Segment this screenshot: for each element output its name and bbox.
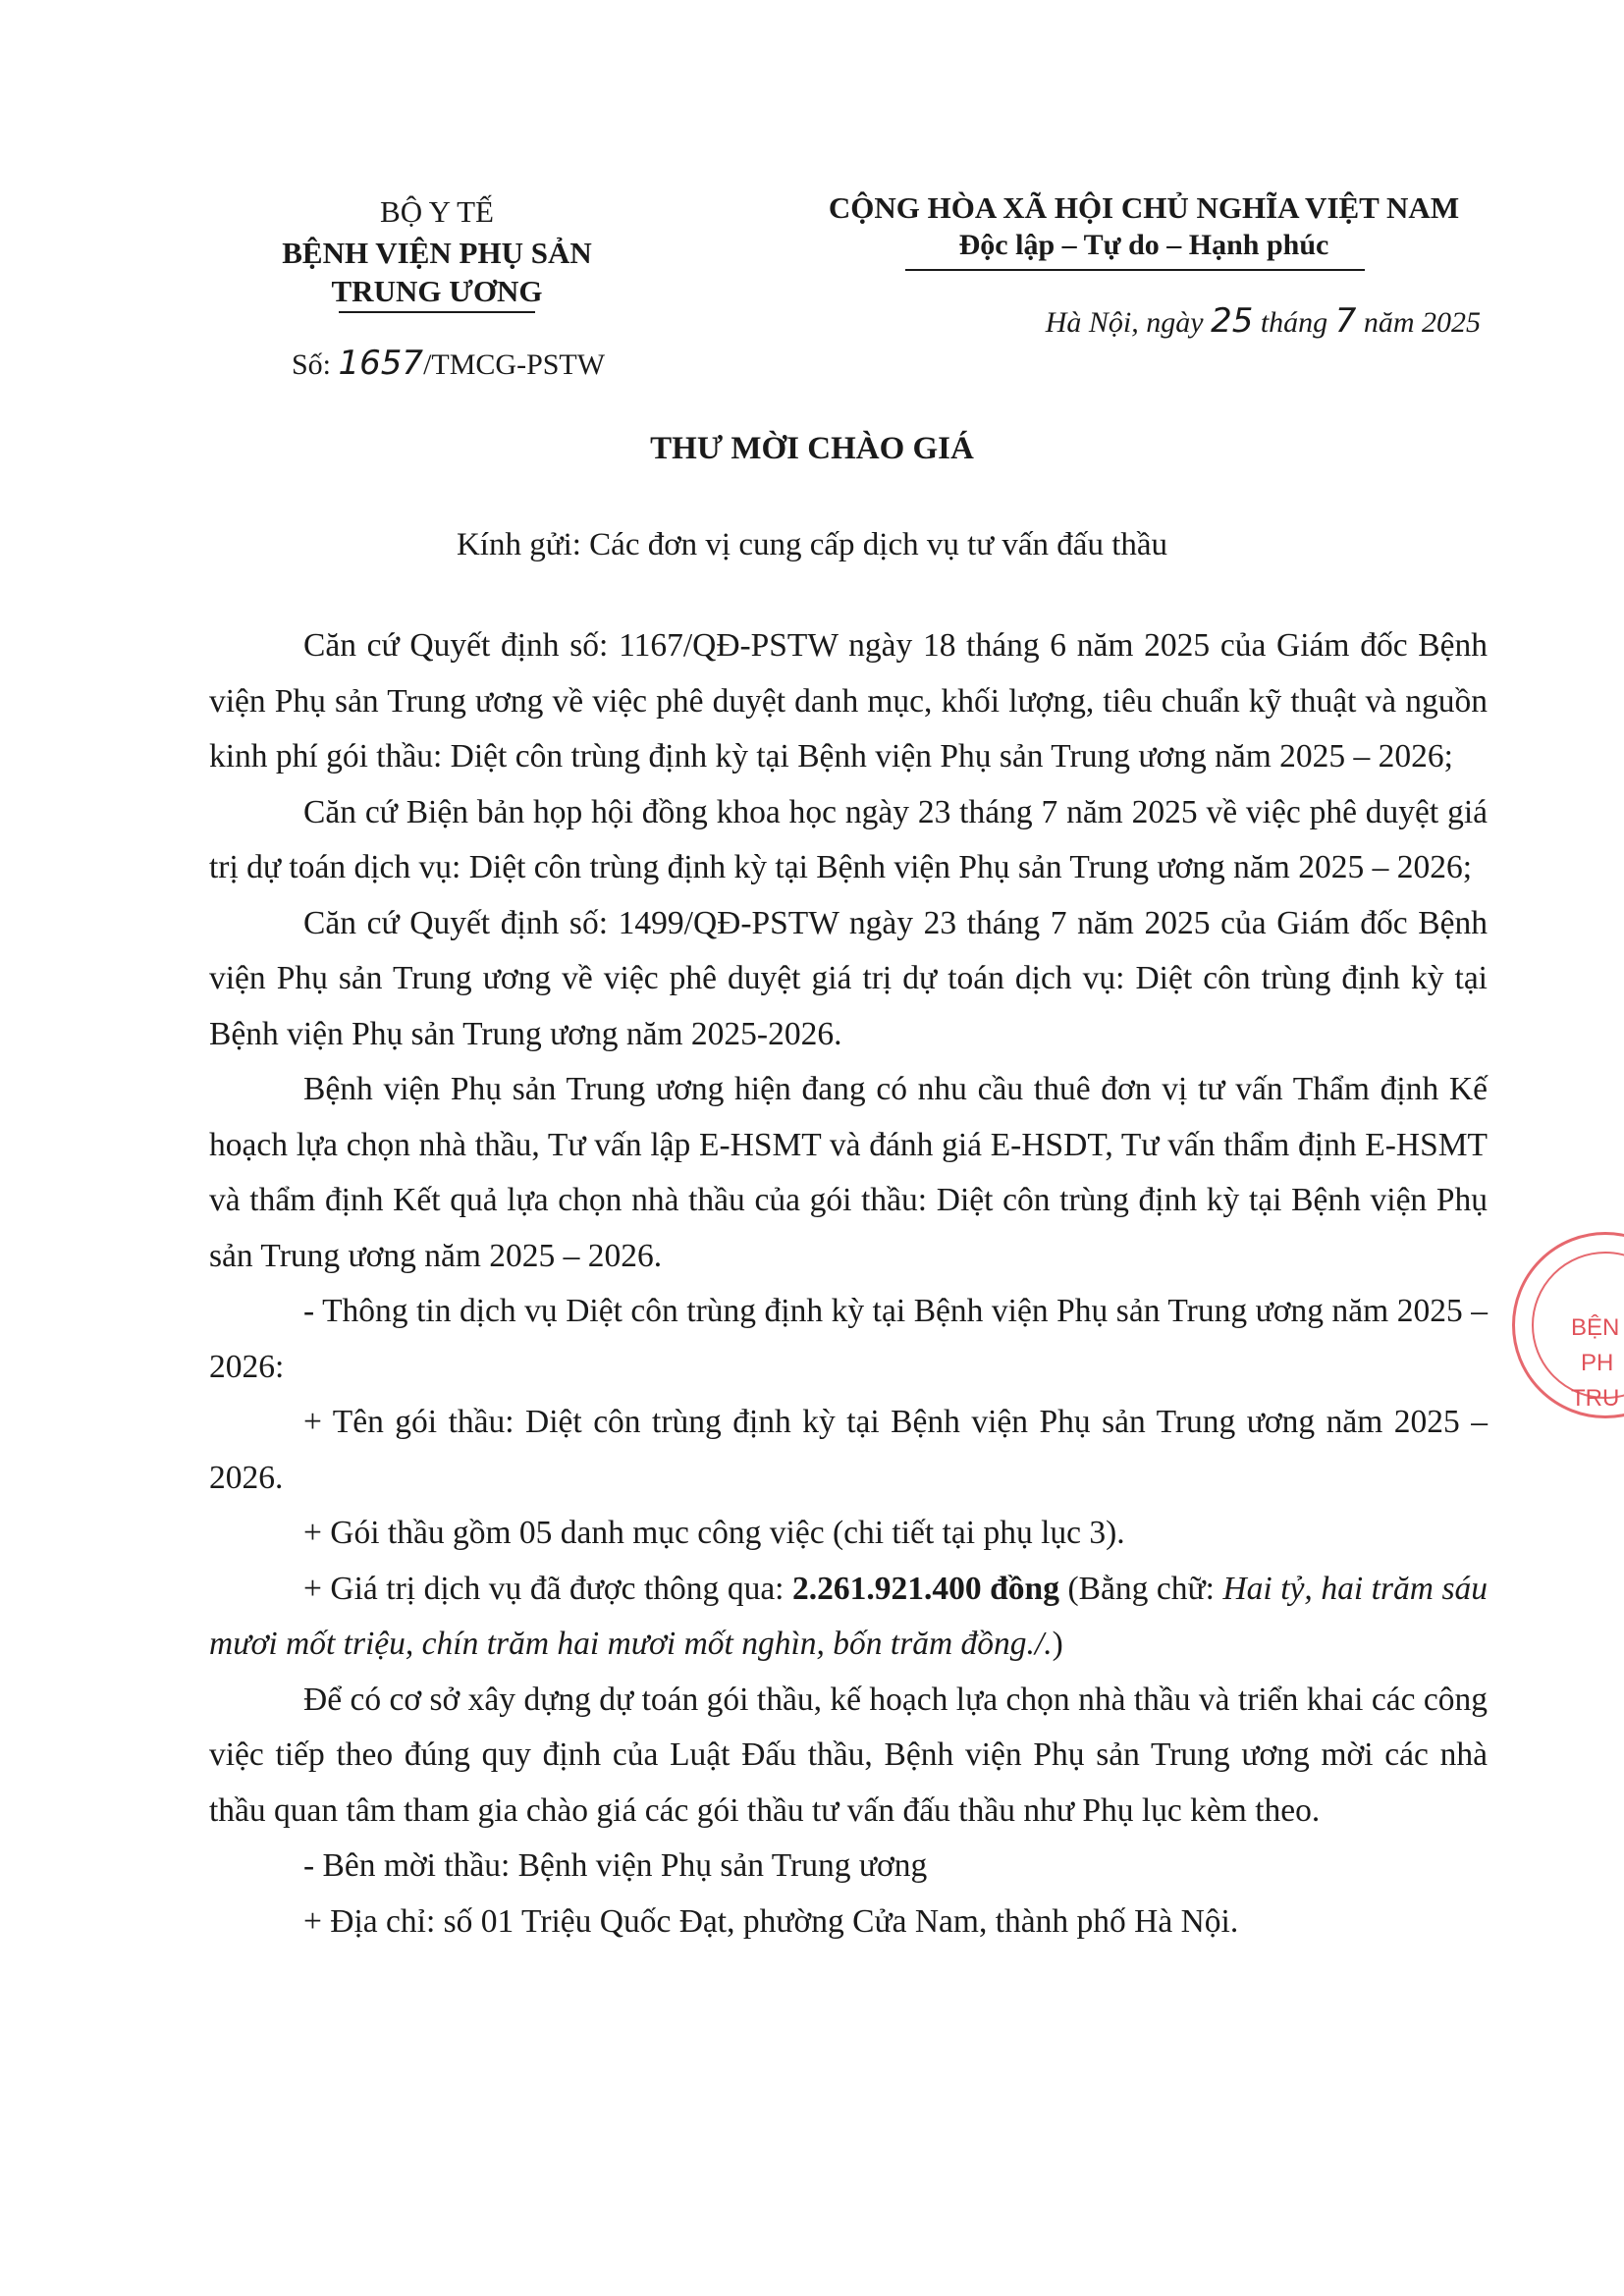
- document-number-suffix: /TMCG-PSTW: [423, 348, 606, 381]
- document-number: [292, 344, 605, 385]
- service-value-amount: 2.261.921.400 đồng: [792, 1570, 1059, 1607]
- official-stamp-text: [1571, 1310, 1624, 1416]
- document-number-handwritten: 1657: [338, 344, 424, 383]
- recipient-line: Kính gửi: Các đơn vị cung cấp dịch vụ tư vấn đấu thầu: [456, 527, 1168, 562]
- motto-underline: [905, 269, 1365, 271]
- service-value-paragraph: [209, 1562, 1488, 1673]
- body-paragraph: Căn cứ Biện bản họp hội đồng khoa học ngày 23 tháng 7 năm 2025 về việc phê duyệt giá trị dự toán dịch vụ: Diệt côn trùng định kỳ tại Bệnh viện Phụ sản Trung ương năm 2025 – 2026;: [209, 793, 1488, 885]
- date-day-handwritten: 25: [1211, 301, 1254, 341]
- date-year: năm 2025: [1356, 306, 1481, 339]
- service-value-close: ): [1052, 1626, 1063, 1662]
- body-paragraph: - Thông tin dịch vụ Diệt côn trùng định kỳ tại Bệnh viện Phụ sản Trung ương năm 2025 – 2026:: [209, 1293, 1488, 1385]
- place-and-date: [884, 301, 1512, 343]
- date-month-label: tháng: [1253, 306, 1335, 339]
- stamp-text-line: TRU: [1571, 1385, 1620, 1412]
- service-value-words-label: (Bằng chữ:: [1058, 1570, 1223, 1607]
- date-month-handwritten: 7: [1334, 301, 1357, 341]
- ministry-name: BỘ Y TẾ: [380, 194, 494, 229]
- org-underline: [339, 311, 535, 313]
- national-motto: Độc lập – Tự do – Hạnh phúc: [958, 229, 1329, 261]
- document-number-prefix: Số:: [292, 348, 339, 381]
- body-paragraph: Bệnh viện Phụ sản Trung ương hiện đang có nhu cầu thuê đơn vị tư vấn Thẩm định Kế hoạch lựa chọn nhà thầu, Tư vấn lập E-HSMT và đánh giá E-HSDT, Tư vấn thẩm định E-HSMT và thẩm định Kết quả lựa chọn nhà thầu của gói thầu: Diệt côn trùng định kỳ tại Bệnh viện Phụ sản Trung ương năm 2025 – 2026.: [209, 1071, 1488, 1274]
- body-paragraph: + Địa chỉ: số 01 Triệu Quốc Đạt, phường Cửa Nam, thành phố Hà Nội.: [303, 1902, 1239, 1940]
- stamp-text-line: PH: [1581, 1350, 1614, 1376]
- body-paragraph: Để có cơ sở xây dựng dự toán gói thầu, kế hoạch lựa chọn nhà thầu và triển khai các công việc tiếp theo đúng quy định của Luật Đấu thầu, Bệnh viện Phụ sản Trung ương mời các nhà thầu quan tâm tham gia chào giá các gói thầu tư vấn đấu thầu như Phụ lục kèm theo.: [209, 1681, 1488, 1829]
- service-value-words: Hai tỷ, hai trăm sáu mươi mốt triệu, chín trăm hai mươi mốt nghìn, bốn trăm đồng./.: [209, 1570, 1489, 1662]
- nation-title: CỘNG HÒA XÃ HỘI CHỦ NGHĨA VIỆT NAM: [828, 190, 1460, 225]
- date-prefix: Hà Nội, ngày: [1045, 306, 1212, 339]
- document-body: [209, 618, 1488, 1949]
- hospital-name-line2: TRUNG ƯƠNG: [331, 274, 543, 308]
- stamp-text-line: BỆN: [1571, 1314, 1620, 1341]
- body-paragraph: + Tên gói thầu: Diệt côn trùng định kỳ tại Bệnh viện Phụ sản Trung ương năm 2025 – 2026.: [209, 1404, 1488, 1496]
- hospital-name-line1: BỆNH VIỆN PHỤ SẢN: [282, 236, 592, 270]
- service-value-prefix: + Giá trị dịch vụ đã được thông qua:: [303, 1570, 793, 1607]
- body-paragraph: Căn cứ Quyết định số: 1499/QĐ-PSTW ngày 23 tháng 7 năm 2025 của Giám đốc Bệnh viện Phụ sản Trung ương về việc phê duyệt giá trị dự toán dịch vụ: Diệt côn trùng định kỳ tại Bệnh viện Phụ sản Trung ương năm 2025-2026.: [209, 904, 1488, 1052]
- body-paragraph: + Gói thầu gồm 05 danh mục công việc (chi tiết tại phụ lục 3).: [303, 1515, 1125, 1551]
- body-paragraph: - Bên mời thầu: Bệnh viện Phụ sản Trung ương: [303, 1847, 928, 1884]
- document-title: THƯ MỜI CHÀO GIÁ: [650, 431, 974, 466]
- body-paragraph: Căn cứ Quyết định số: 1167/QĐ-PSTW ngày 18 tháng 6 năm 2025 của Giám đốc Bệnh viện Phụ sản Trung ương về việc phê duyệt danh mục, khối lượng, tiêu chuẩn kỹ thuật và nguồn kinh phí gói thầu: Diệt côn trùng định kỳ tại Bệnh viện Phụ sản Trung ương năm 2025 – 2026;: [209, 627, 1488, 774]
